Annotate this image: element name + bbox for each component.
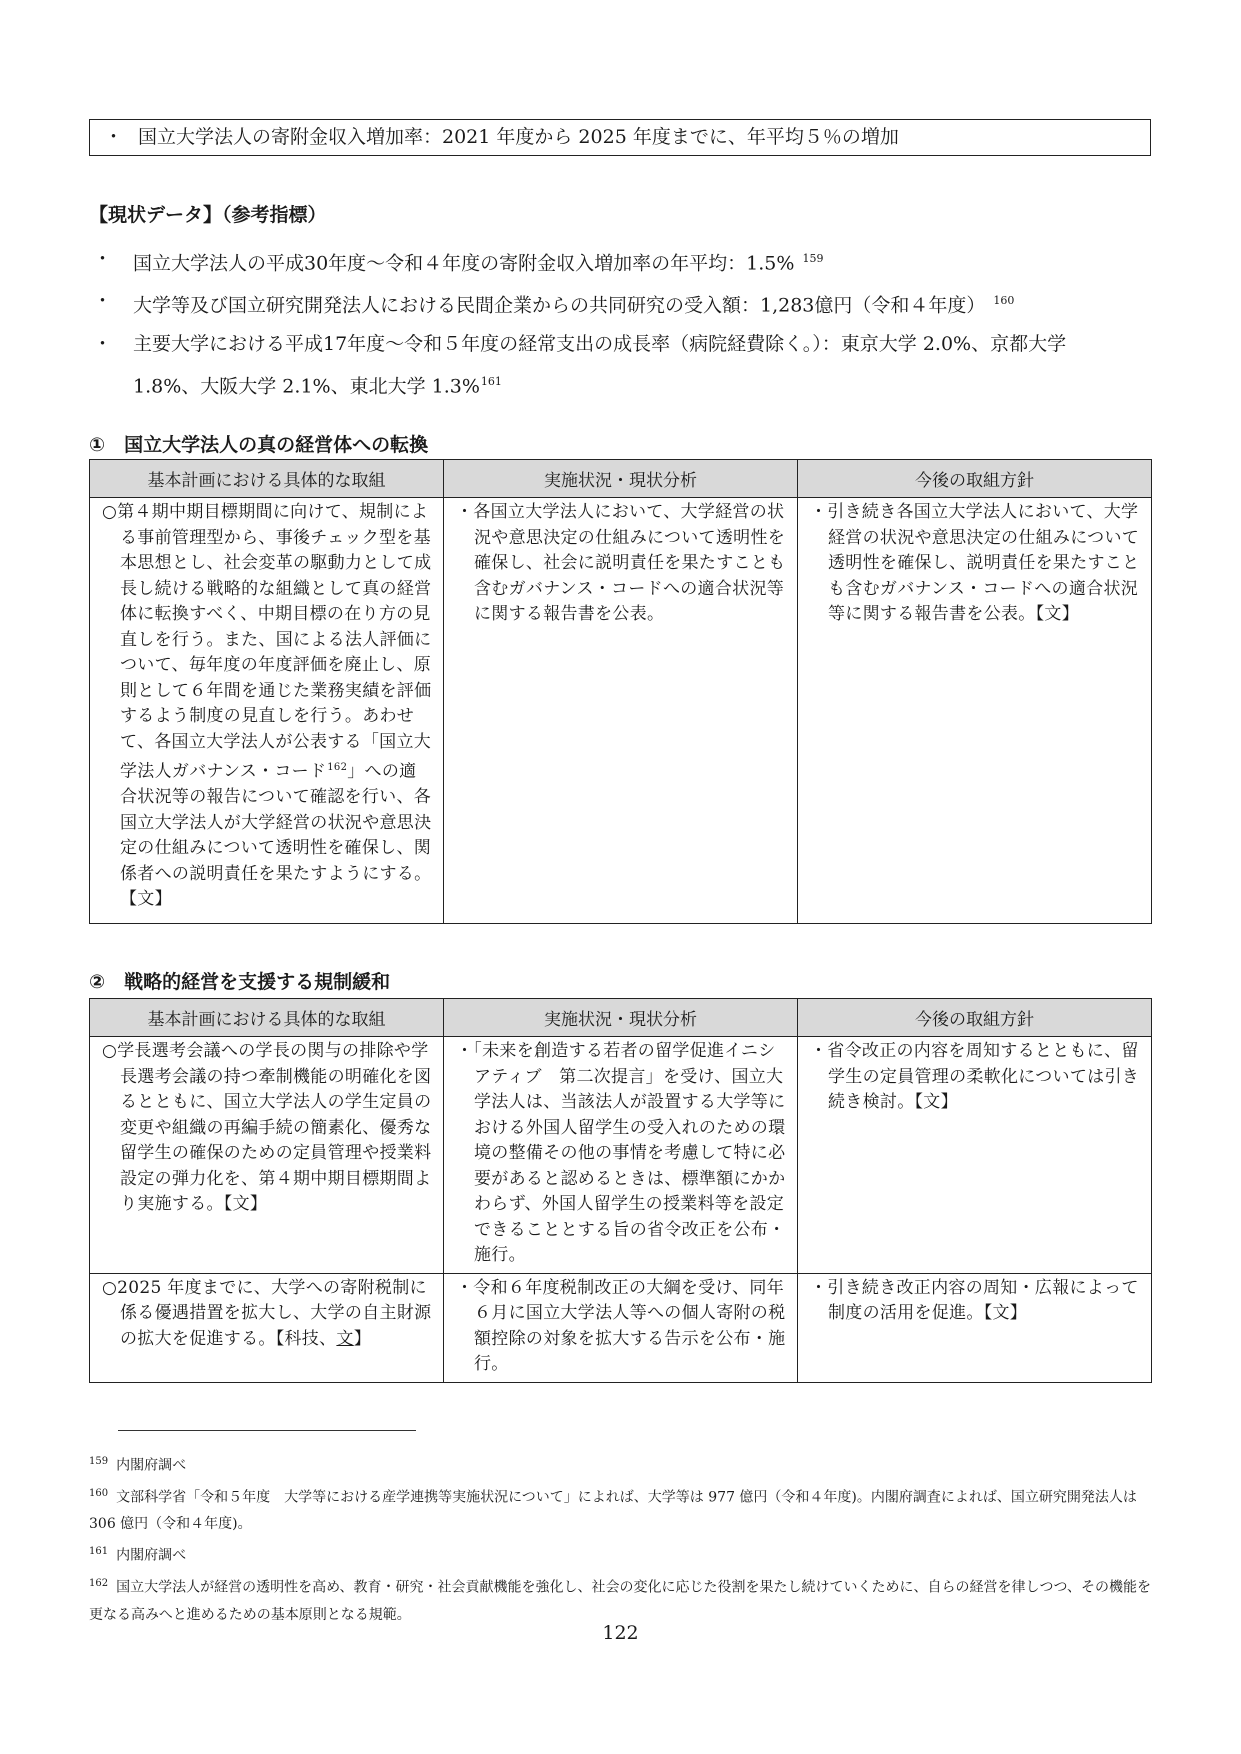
plan-cell: [90, 1037, 444, 1274]
footnote-text: 文部科学省「令和５年度 大学等における産学連携等実施状況について」によれば、大学等は 977 億円（令和４年度)。内閣府調査によれば、国立研究開発法人は 306 億円（令和４年度)。: [89, 1489, 1137, 1533]
footnote-ref[interactable]: 160: [993, 294, 1015, 308]
footnote: [89, 1538, 1151, 1570]
plan-cell: [90, 1273, 444, 1382]
footnote-number: 160: [89, 1487, 109, 1499]
status-text: ・令和６年度税制改正の大綱を受け、同年６月に国立大学法人等への個人寄附の税額控除の対象を拡大する告示を公布・施行。: [456, 1277, 786, 1374]
current-data-item: [89, 282, 1151, 324]
footnote-divider: [118, 1430, 416, 1431]
item-text: 主要大学における平成17年度〜令和５年度の経常支出の成長率（病院経費除く。）：東京大学 2.0%、京都大学 1.8%、大阪大学 2.1%、東北大学 1.3%: [133, 332, 1067, 397]
target-bullet: ・: [104, 126, 124, 148]
footnote-ref[interactable]: 162: [327, 762, 348, 773]
policy-text: ・省令改正の内容を周知するとともに、留学生の定員管理の柔軟化については引き続き検討。【文】: [810, 1041, 1140, 1112]
status-cell: [444, 1273, 798, 1382]
current-data-item: [89, 325, 1151, 405]
policy-cell: [798, 1037, 1152, 1274]
policy-text: ・引き続き改正内容の周知・広報によって制度の活用を促進。【文】: [810, 1277, 1139, 1323]
table-header-row: [90, 460, 1152, 498]
plan-text-tail: 】: [353, 1328, 372, 1349]
footnote-text: 内閣府調べ: [116, 1547, 187, 1564]
section1-heading: ① 国立大学法人の真の経営体への転換: [89, 434, 429, 456]
column-header-policy: 今後の取組方針: [798, 460, 1152, 498]
column-header-status: 実施状況・現状分析: [444, 999, 798, 1037]
column-header-plan: 基本計画における具体的な取組: [90, 460, 444, 498]
table-header-row: [90, 999, 1152, 1037]
footnote-number: 162: [89, 1577, 109, 1589]
bullet-dot: ・: [93, 248, 113, 270]
bullet-dot: ・: [93, 290, 113, 313]
policy-cell: [798, 498, 1152, 924]
footnote-ref[interactable]: 159: [802, 252, 824, 265]
footnote: [89, 1570, 1151, 1629]
plan-underlined-text: 文: [336, 1328, 354, 1349]
plan-cell: [90, 498, 444, 924]
table-row: [90, 498, 1152, 924]
page-number: 122: [602, 1622, 639, 1644]
footnote-number: 159: [89, 1456, 109, 1467]
table-row: [90, 1037, 1152, 1274]
policy-text: ・引き続き各国立大学法人において、大学経営の状況や意思決定の仕組みについて透明性を確保し、説明責任を果たすことも含むガバナンス・コードへの適合状況等に関する報告書を公表。【文】: [810, 502, 1140, 624]
status-cell: [444, 1037, 798, 1274]
plan-text: ○第４期中期目標期間に向けて、規制による事前管理型から、事後チェック型を基本思想とし、社会変革の駆動力として成長し続ける戦略的な組織として真の経営体に転換すべく、中期目標の在り方の見直しを行う。また、国による法人評価について、毎年度の年度評価を廃止し、原則として６年間を通じた業務実績を評価するよう制度の見直しを行う。あわせて、各国立大学法人が公表する「国立大学法人ガバナンス・コード: [102, 502, 432, 782]
footnote-ref[interactable]: 161: [480, 374, 502, 388]
plan-text: ○2025 年度までに、大学への寄附税制に係る優遇措置を拡大し、大学の自主財源の拡大を促進する。【科技、: [102, 1277, 432, 1349]
current-data-list: [89, 240, 1151, 405]
status-cell: [444, 498, 798, 924]
section2-heading: ② 戦略的経営を支援する規制緩和: [89, 971, 391, 993]
current-data-item: [89, 240, 1151, 282]
item-text: 国立大学法人の平成30年度〜令和４年度の寄附金収入増加率の年平均：1.5%: [133, 252, 795, 275]
target-box: [89, 119, 1151, 156]
target-text: 国立大学法人の寄附金収入増加率：2021 年度から 2025 年度までに、年平均５％の増加: [138, 126, 899, 148]
section2-table: [89, 998, 1152, 1383]
plan-text: ○学長選考会議への学長の関与の排除や学長選考会議の持つ牽制機能の明確化を図るとともに、国立大学法人の学生定員の変更や組織の再編手続の簡素化、優秀な留学生の確保のための定員管理や授業料設定の弾力化を、第４期中期目標期間より実施する。【文】: [102, 1041, 432, 1214]
current-data-heading: 【現状データ】（参考指標）: [89, 204, 327, 226]
footnote-text: 内閣府調べ: [116, 1457, 187, 1474]
column-header-policy: 今後の取組方針: [798, 999, 1152, 1037]
status-text: ・「未来を創造する若者の留学促進イニシアティブ 第二次提言」を受け、国立大学法人は、当該法人が設置する大学等における外国人留学生の受入れのための環境の整備その他の事情を考慮して特に必要があると認めるときは、標準額にかかわらず、外国人留学生の授業料等を設定できることとする旨の省令改正を公布・施行。: [456, 1041, 786, 1265]
section1-table: [89, 459, 1152, 924]
column-header-status: 実施状況・現状分析: [444, 460, 798, 498]
policy-cell: [798, 1273, 1152, 1382]
footnotes: [89, 1448, 1151, 1629]
item-text: 大学等及び国立研究開発法人における民間企業からの共同研究の受入額：1,283億円（令和４年度）: [133, 294, 986, 317]
footnote-number: 161: [89, 1546, 109, 1558]
footnote: [89, 1480, 1151, 1539]
status-text: ・各国立大学法人において、大学経営の状況や意思決定の仕組みについて透明性を確保し、社会に説明責任を果たすことも含むガバナンス・コードへの適合状況等に関する報告書を公表。: [456, 502, 786, 624]
table-row: [90, 1273, 1152, 1382]
column-header-plan: 基本計画における具体的な取組: [90, 999, 444, 1037]
bullet-dot: ・: [93, 332, 113, 355]
footnote: [89, 1448, 1151, 1480]
plan-text-tail: 」への適合状況等の報告について確認を行い、各国立大学法人が大学経営の状況や意思決定の仕組みについて透明性を確保し、関係者への説明責任を果たすようにする。【文】: [120, 761, 432, 910]
footnote-text: 国立大学法人が経営の透明性を高め、教育・研究・社会貢献機能を強化し、社会の変化に応じた役割を果たし続けていくために、自らの経営を律しつつ、その機能を更なる高みへと進めるための基本原則となる規範。: [89, 1579, 1151, 1623]
